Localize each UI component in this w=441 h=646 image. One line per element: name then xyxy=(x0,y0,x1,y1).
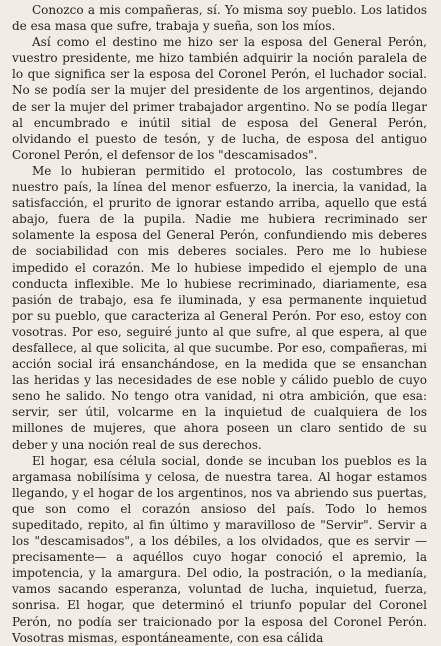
paragraph-1: Conozco a mis compañeras, sí. Yo misma soy pueblo. Los latidos de esa masa que sufre, trabaja y sueña, son los míos. xyxy=(12,3,427,34)
paragraph-3: Me lo hubieran permitido el protocolo, las costumbres de nuestro país, la línea del menor esfuerzo, la inercia, la vanidad, la satisfacción, el prurito de ignorar estando arriba, aquello que está abajo, fuera de la pupila. Nadie me hubiera recriminado ser solamente la esposa del General Perón, confundiendo mis deberes de sociabilidad con mis deberes sociales. Pero me lo hubiese impedido el corazón. Me lo hubiese impedido el ejemplo de una conducta inflexible. Me lo hubiese recriminado, diariamente, esa pasión de trabajo, esa fe iluminada, y esa permanente inquietud por su pueblo, que caracteriza al General Perón. Por eso, estoy con vosotras. Por eso, seguiré junto al que sufre, al que espera, al que desfallece, al que solicita, al que sucumbe. Por eso, compañeras, mi acción social irá ensanchándose, en la medida que se ensanchan las heridas y las necesidades de ese noble y cálido pueblo de cuyo seno he salido. No tengo otra vanidad, ni otra ambición, que esa: servir, ser útil, volcarme en la inquietud de cualquiera de los millones de mujeres, que ahora poseen un claro sentido de su deber y una noción real de sus derechos. xyxy=(12,163,427,452)
paragraph-2: Así como el destino me hizo ser la esposa del General Perón, vuestro presidente, me hizo también adquirir la noción paralela de lo que significa ser la esposa del Coronel Perón, el luchador social. No se podía ser la mujer del presidente de los argentinos, dejando de ser la mujer del primer trabajador argentino. No se podía llegar al encumbrado e inútil sitial de esposa del General Perón, olvidando el puesto de tesón, y de lucha, de esposa del antiguo Coronel Perón, el defensor de los "descamisados". xyxy=(12,35,427,162)
paragraph-4: El hogar, esa célula social, donde se incuban los pueblos es la argamasa nobilísima y celosa, de nuestra tarea. Al hogar estamos llegando, y el hogar de los argentinos, nos va abriendo sus puertas, que son como el corazón ansioso del país. Todo lo hemos supeditado, repito, al fin último y maravilloso de "Servir". Servir a los "descamisados", a los débiles, a los olvidados, que es servir —precisamente— a aquéllos cuyo hogar conoció el apremio, la impotencia, y la amargura. Del odio, la postración, o la medianía, vamos sacando esperanza, voluntad de lucha, inquietud, fuerza, sonrisa. El hogar, que determinó el triunfo popular del Coronel Perón, no podía ser traicionado por la esposa del Coronel Perón. Vosotras mismas, espontáneamente, con esa cálida xyxy=(12,453,427,645)
